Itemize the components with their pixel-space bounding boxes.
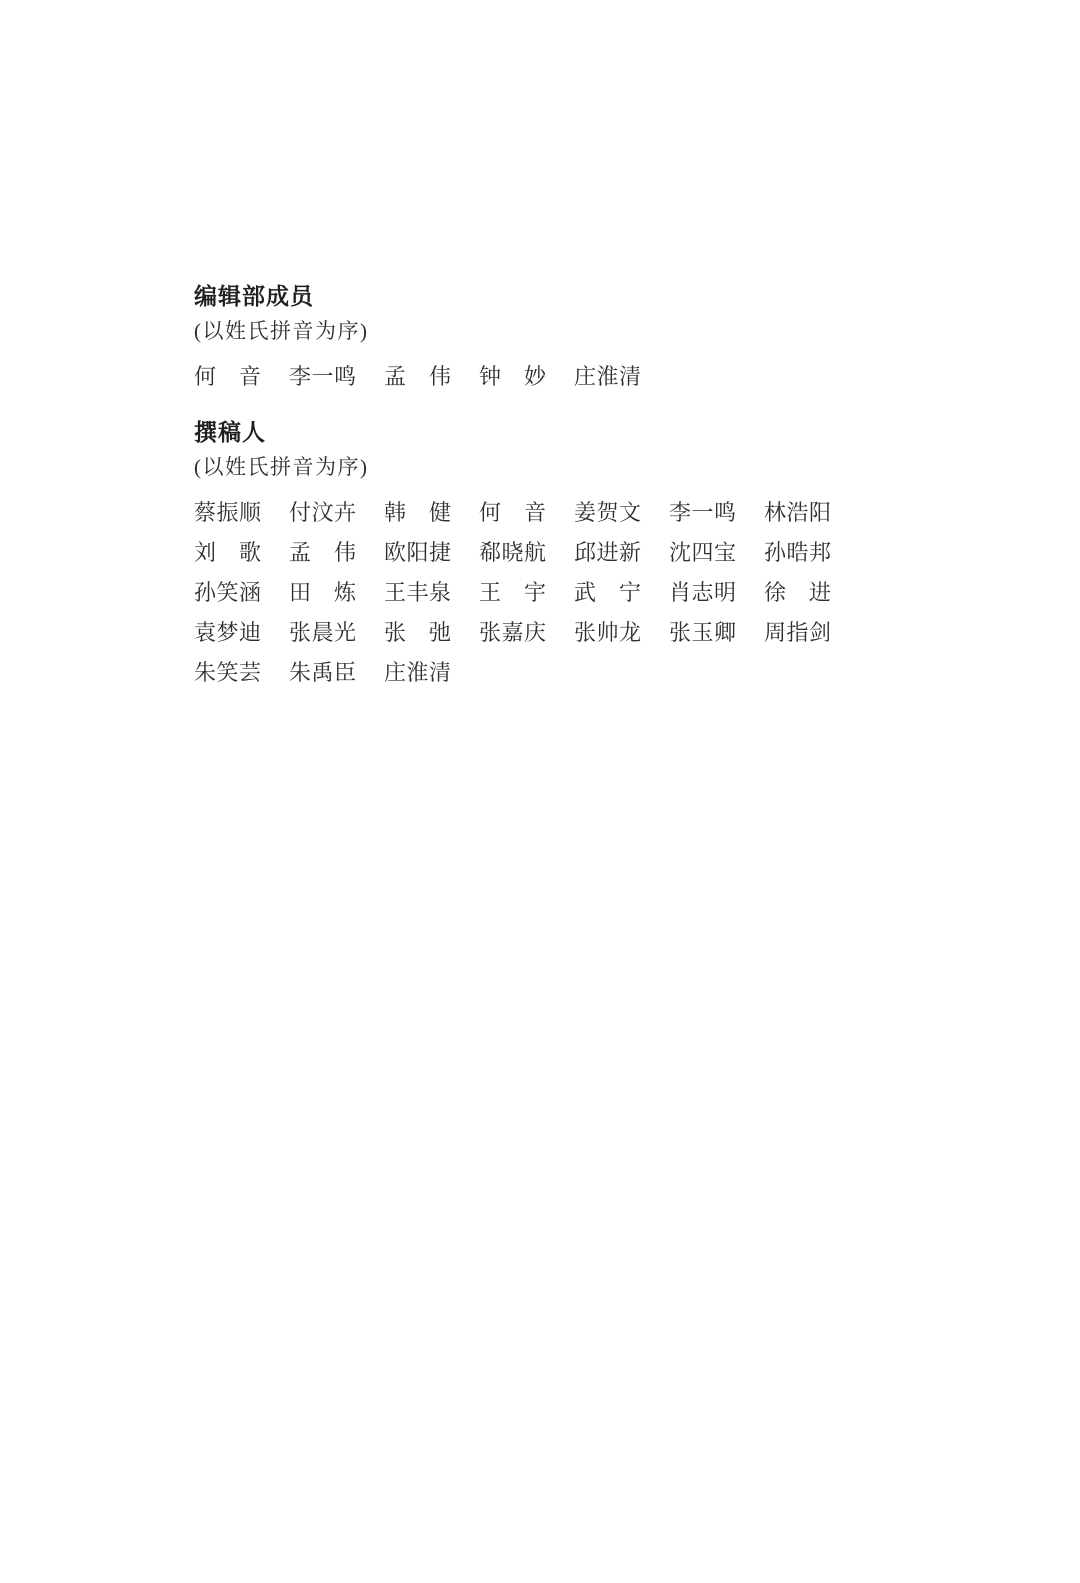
person-name: 何 音: [194, 364, 261, 389]
contributors-heading: 撰稿人: [194, 419, 266, 445]
person-name: 张 晨 光: [289, 620, 356, 645]
person-name: 孙 晧 邦: [764, 540, 831, 565]
person-name: 林 浩 阳: [764, 500, 831, 525]
editorial-members-name-list: [194, 364, 874, 389]
name-row: [194, 540, 874, 565]
credits-content-block: [194, 283, 874, 685]
person-name: 孙 笑 涵: [194, 580, 261, 605]
name-row: [194, 580, 874, 605]
person-name: 张 玉 卿: [669, 620, 736, 645]
person-name: 袁 梦 迪: [194, 620, 261, 645]
person-name: 欧 阳 捷: [384, 540, 451, 565]
person-name: 刘 歌: [194, 540, 261, 565]
person-name: 姜 贺 文: [574, 500, 641, 525]
person-name: 何 音: [479, 500, 546, 525]
person-name: 郗 晓 航: [479, 540, 546, 565]
person-name: 张 帅 龙: [574, 620, 641, 645]
section-contributors: [194, 419, 874, 685]
person-name: 孟 伟: [384, 364, 451, 389]
person-name: 张 弛: [384, 620, 451, 645]
person-name: 钟 妙: [479, 364, 546, 389]
section-editorial-members: [194, 283, 874, 389]
person-name: 邱 进 新: [574, 540, 641, 565]
person-name: 沈 四 宝: [669, 540, 736, 565]
person-name: 朱 笑 芸: [194, 660, 261, 685]
person-name: 朱 禹 臣: [289, 660, 356, 685]
pinyin-order-note: (以姓氏拼音为序): [194, 455, 369, 479]
person-name: 庄 淮 清: [574, 364, 641, 389]
person-name: 韩 健: [384, 500, 451, 525]
person-name: 王 丰 泉: [384, 580, 451, 605]
person-name: 庄 淮 清: [384, 660, 451, 685]
person-name: 孟 伟: [289, 540, 356, 565]
person-name: 武 宁: [574, 580, 641, 605]
person-name: 王 宇: [479, 580, 546, 605]
person-name: 张 嘉 庆: [479, 620, 546, 645]
name-row: [194, 620, 874, 645]
person-name: 肖 志 明: [669, 580, 736, 605]
editorial-members-heading: 编辑部成员: [194, 283, 314, 309]
name-row: [194, 500, 874, 525]
name-row: [194, 660, 874, 685]
person-name: 徐 进: [764, 580, 831, 605]
person-name: 蔡 振 顺: [194, 500, 261, 525]
person-name: 李 一 鸣: [289, 364, 356, 389]
contributors-name-list: [194, 500, 874, 685]
name-row: [194, 364, 874, 389]
person-name: 周 指 剑: [764, 620, 831, 645]
pinyin-order-note: (以姓氏拼音为序): [194, 319, 369, 343]
person-name: 李 一 鸣: [669, 500, 736, 525]
person-name: 田 炼: [289, 580, 356, 605]
person-name: 付 汶 卉: [289, 500, 356, 525]
